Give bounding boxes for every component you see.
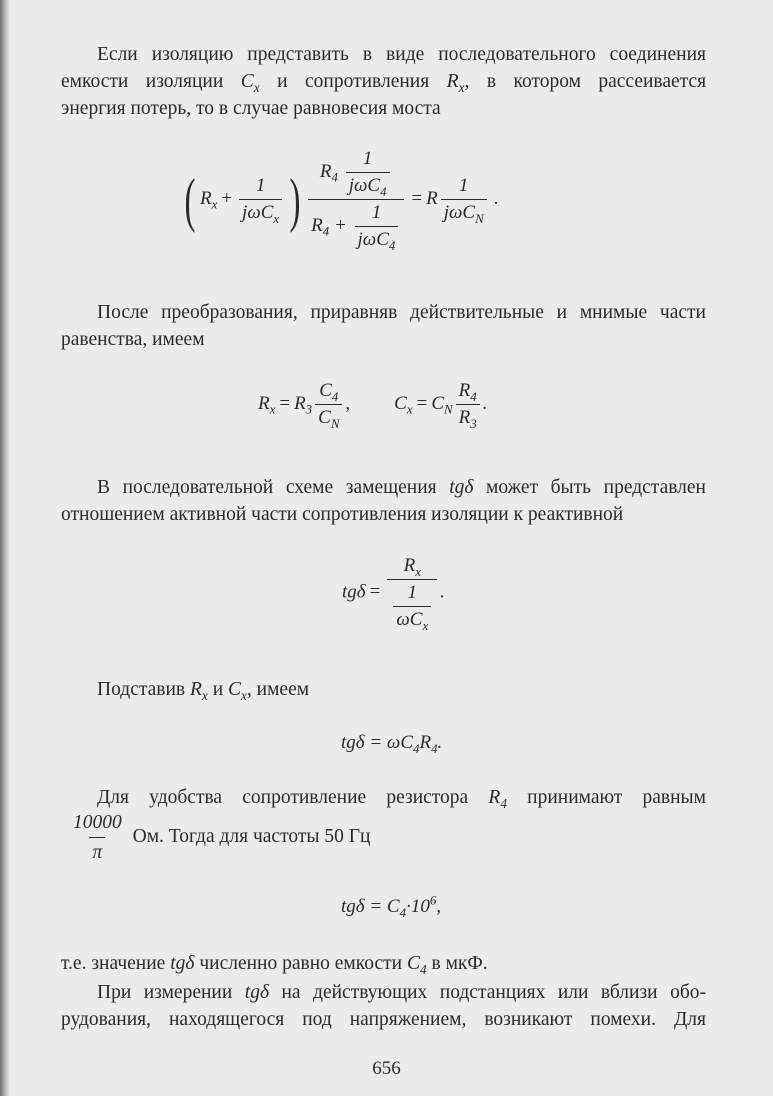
formula-rx-cx: $R_x = R_3$ $\frac{C_4}{C_N}$ , $C_x = C_N$ $\frac{R_4}{R_3}$ . <box>258 380 488 431</box>
text-segment: может быть представлен <box>486 477 706 498</box>
paragraph-7-line-2: рудования, находящегося под напряжением, возникают помехи. Для <box>61 1009 706 1030</box>
paragraph-1-line-1: Если изоляцию представить в виде последовательного соединения <box>97 44 706 65</box>
paragraph-5-line-1 <box>61 785 706 810</box>
text-segment: Подставив <box>97 679 186 700</box>
symbol-cx: $C_x$ <box>240 71 260 95</box>
symbol-c4: $C_4$ <box>406 953 427 977</box>
formula-bridge-balance: ( $R_x$ + $\frac{1}{j\omega C_x}$ ) $R_4$ $\frac{1}{j\omega C_4}$ $R_4$ + $\frac{1}{j\omega C_4}$ = R $\frac{1}{j\omega C_N}$ . <box>184 148 499 253</box>
right-paren: ) <box>289 166 301 233</box>
symbol-tgdelta: tgδ <box>449 477 474 498</box>
fraction-denominator: π <box>89 837 105 865</box>
paragraph-4 <box>61 677 706 702</box>
formula-tgdelta-ratio: tgδ = $\frac{R_x}{\frac{1}{\omega C_x}}$ . <box>342 555 445 633</box>
text-segment: в мкФ. <box>431 953 488 974</box>
text-segment: емкости изоляции <box>61 71 224 92</box>
page-number: 656 <box>372 1058 401 1079</box>
left-paren: ( <box>184 166 196 233</box>
paragraph-6 <box>61 951 706 976</box>
symbol-cx: $C_x$, <box>228 679 252 703</box>
paragraph-7-line-1 <box>61 980 706 1005</box>
text-segment: При измерении <box>97 982 233 1003</box>
paragraph-1-line-2 <box>61 69 706 94</box>
paragraph-3-line-1 <box>61 475 706 500</box>
symbol-r4: $R_4$ <box>488 787 507 811</box>
text-segment: В последовательной схеме замещения <box>97 477 437 498</box>
text-segment: и <box>212 679 224 700</box>
formula-tgdelta-c4-1e6: $tg\delta = C_4\cdot 10^6$, <box>341 892 442 920</box>
text-segment: имеем <box>256 679 310 700</box>
text-segment: Для удобства сопротивление резистора <box>97 787 469 808</box>
text-segment: численно равно емкости <box>199 953 403 974</box>
fraction-10000-over-pi <box>70 810 125 865</box>
formula-tgdelta-c4r4: $tg\delta = \omega C_4R_4$. <box>341 732 443 756</box>
symbol-tgdelta: tgδ <box>244 982 270 1003</box>
text-segment: в котором рассеивается <box>486 71 707 92</box>
paragraph-3-line-2: отношением активной части сопротивления изоляции к реактивной <box>61 504 624 525</box>
paragraph-1-line-3: энергия потерь, то в случае равновесия моста <box>61 98 441 119</box>
paragraph-2-line-2: равенства, имеем <box>61 329 205 350</box>
text-segment: на действующих подстанциях или вблизи обо- <box>281 982 706 1003</box>
page-edge-shadow <box>0 0 9 1096</box>
text-segment: т.е. значение <box>61 953 166 974</box>
paragraph-5-line-2 <box>70 810 710 865</box>
fraction-numerator: 10000 <box>73 812 122 833</box>
symbol-rx: $R_x$ <box>190 679 208 703</box>
symbol-tgdelta: tgδ <box>170 953 195 974</box>
symbol-rx: $R_x$, <box>446 71 470 95</box>
paragraph-2-line-1: После преобразования, приравняв действительные и мнимые части <box>97 302 706 323</box>
text-segment: принимают равным <box>527 787 706 808</box>
text-segment: и сопротивления <box>277 71 430 92</box>
text-segment: Ом. Тогда для частоты 50 Гц <box>132 825 371 847</box>
